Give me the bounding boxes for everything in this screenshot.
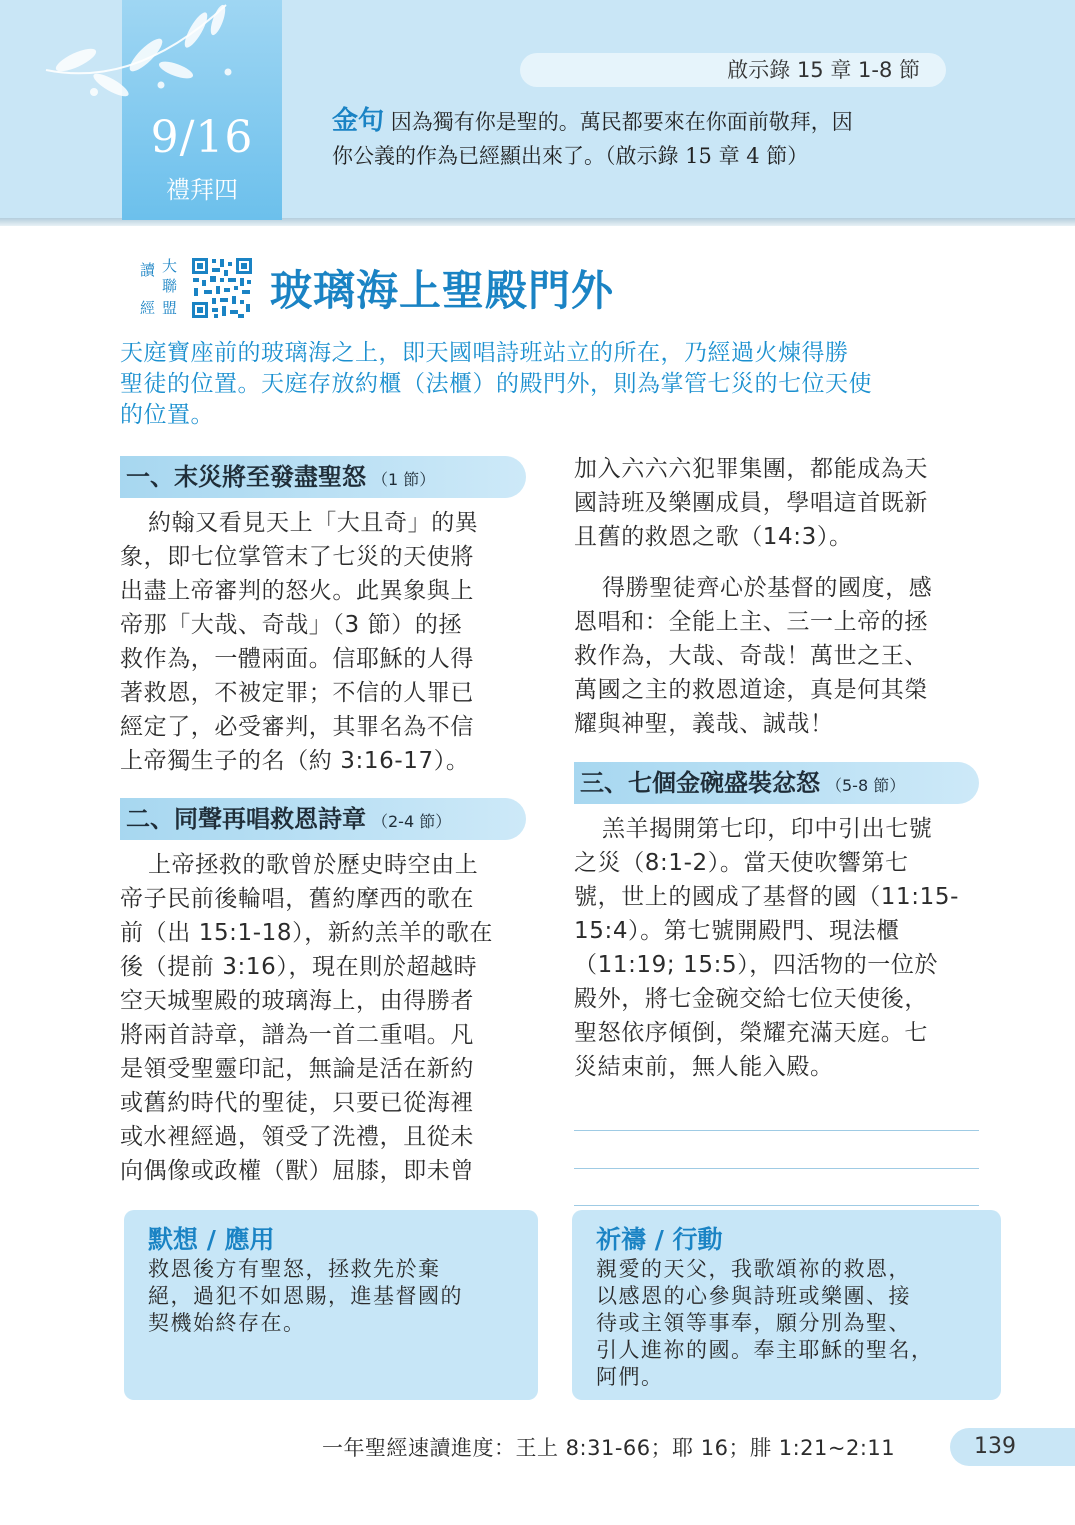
body-line: 是領受聖靈印記，無論是活在新約 xyxy=(120,1056,474,1082)
section-2-paragraph-2 xyxy=(574,571,982,741)
body-line: 國詩班及樂團成員，學唱這首既新 xyxy=(574,490,928,516)
section-heading-text: 三、七個金碗盛裝忿怒 xyxy=(580,769,820,797)
body-line: 救作為，一體兩面。信耶穌的人得 xyxy=(120,646,474,672)
body-line: 萬國之主的救恩道途，真是何其榮 xyxy=(574,677,928,703)
reflection-box xyxy=(124,1210,538,1400)
body-line: 空天城聖殿的玻璃海上，由得勝者 xyxy=(120,988,474,1014)
box-line: 引人進祢的國。奉主耶穌的聖名， xyxy=(596,1338,934,1362)
body-line: 且舊的救恩之歌（14:3）。 xyxy=(574,524,853,550)
body-line: 災結束前，無人能入殿。 xyxy=(574,1054,834,1080)
body-line: 得勝聖徒齊心於基督的國度，感 xyxy=(602,575,933,601)
prayer-body xyxy=(596,1256,981,1391)
body-line: 號，世上的國成了基督的國（11:15- xyxy=(574,884,959,910)
section-heading-text: 一、末災將至發盡聖怒 xyxy=(126,463,366,491)
box-line: 以感恩的心參與詩班或樂團、接 xyxy=(596,1284,911,1308)
section-1-body xyxy=(120,506,532,778)
body-line: 聖怒依序傾倒，榮耀充滿天庭。七 xyxy=(574,1020,928,1046)
scripture-reference: 啟示錄 15 章 1-8 節 xyxy=(520,53,946,87)
reading-progress: 一年聖經速讀進度：王上 8:31-66；耶 16；腓 1:21~2:11 xyxy=(322,1436,896,1460)
intro-line: 聖徒的位置。天庭存放約櫃（法櫃）的殿門外，則為掌管七災的七位天使 xyxy=(120,371,872,397)
body-line: 帝那「大哉、奇哉」（3 節）的拯 xyxy=(120,612,463,638)
golden-verse-label: 金句 xyxy=(332,106,385,136)
box-line: 救恩後方有聖怒，拯救先於棄 xyxy=(148,1257,441,1281)
golden-verse-line: 你公義的作為已經顯出來了。（啟示錄 15 章 4 節） xyxy=(332,144,809,168)
box-line: 契機始終存在。 xyxy=(148,1311,306,1335)
section-2-continued xyxy=(574,452,982,554)
body-line: 15:4）。第七號開殿門、現法櫃 xyxy=(574,918,900,944)
body-line: 象，即七位掌管末了七災的天使將 xyxy=(120,544,474,570)
read-bible-league-label xyxy=(140,256,184,322)
read-label-char: 讀 xyxy=(140,261,156,279)
body-line: 經定了，必受審判，其罪名為不信 xyxy=(120,714,474,740)
intro-line: 天庭寶座前的玻璃海之上，即天國唱詩班站立的所在，乃經過火煉得勝 xyxy=(120,340,849,366)
section-2-body xyxy=(120,848,532,1188)
body-line: 出盡上帝審判的怒火。此異象與上 xyxy=(120,578,474,604)
date: 9/16 xyxy=(150,112,254,163)
body-line: 恩唱和：全能上主、三一上帝的拯 xyxy=(574,609,928,635)
body-line: 或舊約時代的聖徒，只要已從海裡 xyxy=(120,1090,474,1116)
reflection-title: 默想 / 應用 xyxy=(148,1225,275,1254)
body-line: 之災（8:1-2）。當天使吹響第七 xyxy=(574,850,909,876)
note-line xyxy=(574,1130,979,1131)
reflection-body xyxy=(148,1256,518,1337)
body-line: 後（提前 3:16），現在則於超越時 xyxy=(120,954,478,980)
prayer-box xyxy=(572,1210,1001,1400)
body-line: 加入六六六犯罪集團，都能成為天 xyxy=(574,456,928,482)
weekday: 禮拜四 xyxy=(166,176,238,204)
golden-verse xyxy=(332,104,992,173)
box-line: 待或主領等事奉，願分別為聖、 xyxy=(596,1311,911,1335)
body-line: 上帝獨生子的名（約 3:16-17）。 xyxy=(120,748,470,774)
note-line xyxy=(574,1205,979,1206)
qr-code-icon[interactable] xyxy=(190,256,254,320)
body-line: 耀與神聖，義哉、誠哉！ xyxy=(574,711,834,737)
body-line: 約翰又看見天上「大且奇」的異 xyxy=(148,510,479,536)
read-label-char: 盟 xyxy=(162,299,178,317)
section-verse-range: （1 節） xyxy=(372,470,436,489)
box-line: 親愛的天父，我歌頌祢的救恩， xyxy=(596,1257,911,1281)
body-line: 前（出 15:1-18），新約羔羊的歌在 xyxy=(120,920,494,946)
body-line: 羔羊揭開第七印，印中引出七號 xyxy=(602,816,933,842)
body-line: 帝子民前後輪唱，舊約摩西的歌在 xyxy=(120,886,474,912)
leaf-branch-icon xyxy=(36,0,236,110)
section-3-body xyxy=(574,812,982,1084)
body-line: 救作為，大哉、奇哉！萬世之王、 xyxy=(574,643,928,669)
section-heading-text: 二、同聲再唱救恩詩章 xyxy=(126,805,366,833)
read-label-char: 聯 xyxy=(162,277,178,295)
section-verse-range: （2-4 節） xyxy=(372,812,452,831)
section-2-heading xyxy=(120,798,526,840)
section-verse-range: （5-8 節） xyxy=(826,776,906,795)
devotion-title: 玻璃海上聖殿門外 xyxy=(270,266,615,315)
section-3-heading xyxy=(574,762,979,804)
body-line: （11:19; 15:5），四活物的一位於 xyxy=(574,952,939,978)
intro-line: 的位置。 xyxy=(120,402,214,428)
golden-verse-line: 因為獨有你是聖的。萬民都要來在你面前敬拜，因 xyxy=(390,110,853,134)
body-line: 將兩首詩章，譜為一首二重唱。凡 xyxy=(120,1022,474,1048)
page-number: 139 xyxy=(950,1428,1075,1466)
intro-paragraph xyxy=(120,338,982,431)
body-line: 上帝拯救的歌曾於歷史時空由上 xyxy=(148,852,479,878)
prayer-title: 祈禱 / 行動 xyxy=(596,1225,723,1254)
section-1-heading xyxy=(120,456,526,498)
body-line: 向偶像或政權（獸）屈膝，即未曾 xyxy=(120,1158,474,1184)
box-line: 阿們。 xyxy=(596,1365,664,1389)
body-line: 殿外，將七金碗交給七位天使後， xyxy=(574,986,928,1012)
body-line: 或水裡經過，領受了洗禮，且從未 xyxy=(120,1124,474,1150)
note-line xyxy=(574,1168,979,1169)
box-line: 絕，過犯不如恩賜，進基督國的 xyxy=(148,1284,463,1308)
read-label-char: 大 xyxy=(162,257,178,275)
body-line: 著救恩，不被定罪；不信的人罪已 xyxy=(120,680,474,706)
read-label-char: 經 xyxy=(140,299,156,317)
